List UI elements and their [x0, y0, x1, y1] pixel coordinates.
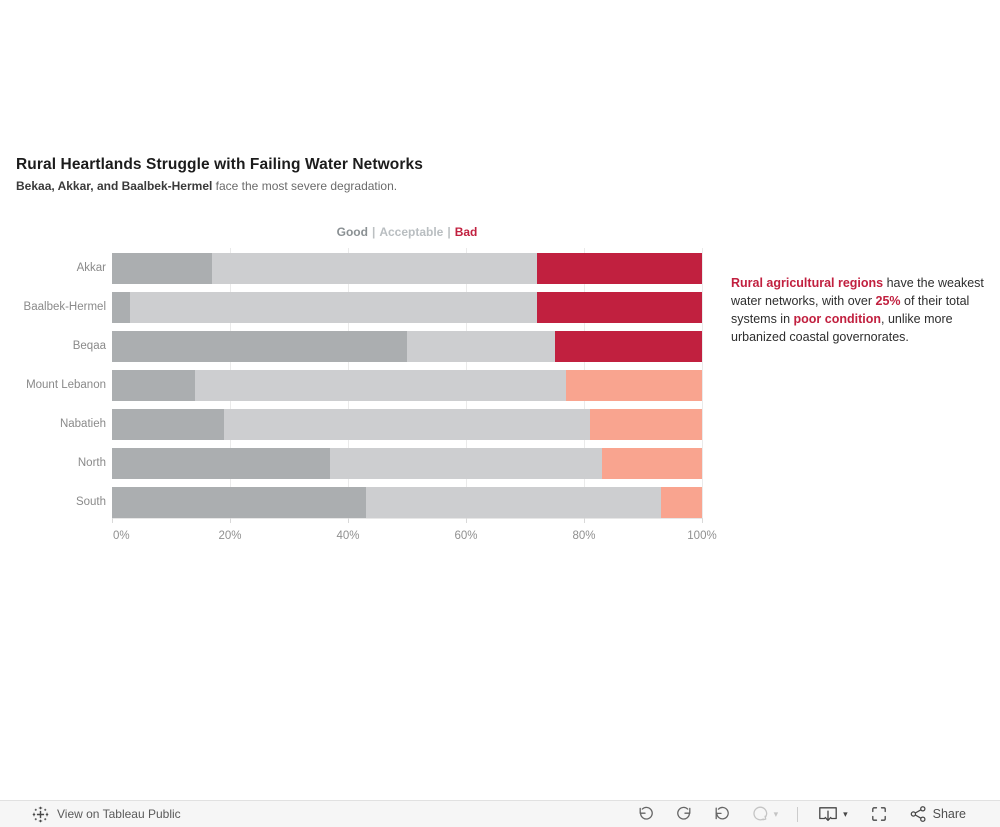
bar-row-beqaa: [112, 331, 702, 362]
bar-segment-mount-lebanon-bad[interactable]: [566, 370, 702, 401]
bar-row-nabatieh: [112, 409, 702, 440]
annotation-highlight: 25%: [875, 294, 901, 308]
bar-segment-baalbek-hermel-acceptable[interactable]: [130, 292, 537, 323]
category-label-beqaa[interactable]: Beqaa: [72, 340, 106, 352]
bar-segment-south-good[interactable]: [112, 487, 366, 518]
bar-segment-mount-lebanon-acceptable[interactable]: [195, 370, 567, 401]
tick-20: [230, 518, 231, 523]
bar-row-north: [112, 448, 702, 479]
subtitle-emphasis: Bekaa, Akkar, and Baalbek-Hermel: [16, 179, 213, 193]
x-tick-label: 40%: [336, 530, 360, 542]
tick-100: [702, 518, 703, 523]
annotation-text: , unlike more urbanized coastal governorates.: [731, 312, 953, 344]
chart-title: Rural Heartlands Struggle with Failing Water Networks: [16, 156, 423, 173]
tick-60: [466, 518, 467, 523]
bar-segment-akkar-good[interactable]: [112, 253, 212, 284]
x-tick-label: 80%: [572, 530, 596, 542]
fullscreen-button[interactable]: [870, 805, 888, 823]
refresh-button[interactable]: [751, 805, 769, 823]
annotation: [731, 274, 987, 346]
redo-button[interactable]: [675, 805, 693, 823]
bar-segment-baalbek-hermel-bad[interactable]: [537, 292, 702, 323]
category-label-baalbek-hermel[interactable]: Baalbek-Hermel: [23, 301, 106, 313]
toolbar-divider: [797, 807, 798, 822]
category-label-nabatieh[interactable]: Nabatieh: [59, 418, 106, 430]
bar-segment-beqaa-bad[interactable]: [555, 331, 703, 362]
category-label-mount-lebanon[interactable]: Mount Lebanon: [26, 379, 106, 391]
legend-separator: |: [447, 225, 451, 239]
annotation-highlight: poor condition: [793, 312, 881, 326]
share-label: Share: [932, 807, 966, 821]
chart-subtitle: [16, 179, 397, 193]
x-tick-label: 20%: [218, 530, 242, 542]
tick-80: [584, 518, 585, 523]
bar-row-akkar: [112, 253, 702, 284]
x-tick-label: 100%: [687, 530, 717, 542]
legend-item-bad: Bad: [454, 225, 478, 239]
view-on-tableau-public-label: View on Tableau Public: [57, 807, 181, 821]
tick-40: [348, 518, 349, 523]
download-caret-icon: ▾: [843, 808, 848, 819]
bar-row-south: [112, 487, 702, 518]
undo-button[interactable]: [637, 805, 655, 823]
annotation-highlight: Rural agricultural regions: [731, 276, 884, 290]
bar-segment-nabatieh-bad[interactable]: [590, 409, 702, 440]
share-button[interactable]: [909, 805, 966, 823]
bar-segment-north-bad[interactable]: [602, 448, 702, 479]
category-label-south[interactable]: South: [75, 496, 106, 508]
bar-row-mount-lebanon: [112, 370, 702, 401]
x-tick-label: 60%: [454, 530, 478, 542]
download-button[interactable]: [817, 805, 848, 823]
reset-button[interactable]: [713, 805, 731, 823]
tableau-toolbar: [0, 800, 1000, 827]
bar-segment-akkar-bad[interactable]: [537, 253, 702, 284]
category-label-north[interactable]: North: [77, 457, 106, 469]
bar-segment-south-bad[interactable]: [661, 487, 702, 518]
bar-segment-akkar-acceptable[interactable]: [212, 253, 537, 284]
bar-segment-beqaa-acceptable[interactable]: [407, 331, 555, 362]
subtitle-rest: face the most severe degradation.: [212, 179, 398, 193]
bar-segment-nabatieh-acceptable[interactable]: [224, 409, 590, 440]
view-on-tableau-public-link[interactable]: [32, 801, 181, 827]
bar-segment-mount-lebanon-good[interactable]: [112, 370, 195, 401]
refresh-caret-icon[interactable]: ▾: [773, 808, 779, 819]
bar-segment-beqaa-good[interactable]: [112, 331, 407, 362]
bar-row-baalbek-hermel: [112, 292, 702, 323]
legend-item-acceptable: Acceptable: [379, 225, 444, 239]
color-legend: [112, 225, 702, 239]
annotation-text: of their total systems in: [731, 294, 970, 326]
y-axis-labels: [0, 248, 106, 520]
legend-separator: |: [371, 225, 376, 239]
x-axis-line: [112, 518, 702, 519]
bar-segment-south-acceptable[interactable]: [366, 487, 661, 518]
bar-segment-north-good[interactable]: [112, 448, 330, 479]
tableau-logo-icon: [32, 806, 49, 823]
category-label-akkar[interactable]: Akkar: [76, 262, 106, 274]
stacked-bar-chart: [112, 248, 702, 520]
bar-segment-north-acceptable[interactable]: [330, 448, 601, 479]
gridline-100: [702, 248, 703, 518]
legend-item-good: Good: [336, 225, 368, 239]
bar-segment-nabatieh-good[interactable]: [112, 409, 224, 440]
tick-0: [112, 518, 113, 523]
x-tick-label: 0%: [113, 530, 130, 542]
x-axis-tick-labels: [112, 530, 717, 546]
bar-segment-baalbek-hermel-good[interactable]: [112, 292, 130, 323]
annotation-text: have the weakest water networks, with over: [731, 276, 984, 308]
